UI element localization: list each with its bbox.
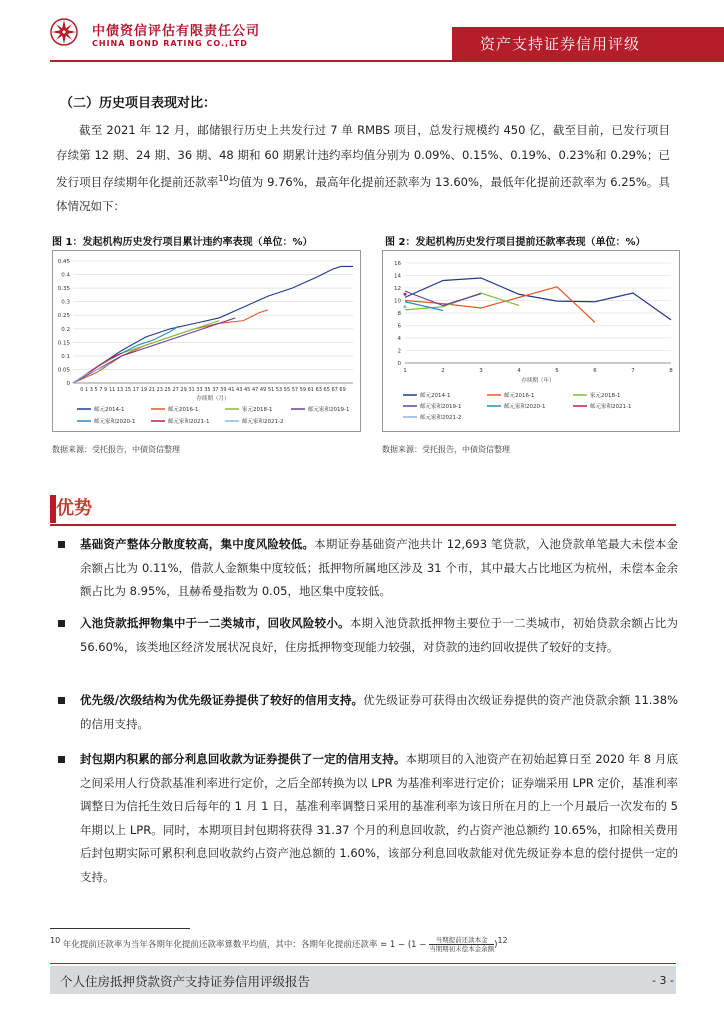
advantage-item — [80, 612, 678, 659]
y-tick-label: 0.3 — [61, 299, 70, 306]
series-line-4 — [73, 318, 235, 383]
y-tick-label: 0.45 — [57, 259, 70, 265]
legend-label: 邮元家和2021-1 — [590, 404, 632, 410]
brand-name-cn: 中债资信评估有限责任公司 — [92, 24, 261, 39]
x-tick-label: 5 — [555, 368, 559, 374]
footer-report-title: 个人住房抵押贷款资产支持证券信用评级报告 — [60, 974, 311, 989]
y-tick-label: 6 — [397, 323, 401, 330]
brand-name-en: CHINA BOND RATING CO.,LTD — [92, 39, 248, 48]
page-number: - 3 - — [652, 974, 674, 987]
footnote-text: 年化提前还款率为当年各期年化提前还款率算数平均值，其中：各期年化提前还款率 = 1 − (1 − — [62, 939, 430, 950]
bullet-icon — [58, 541, 65, 548]
advantage-item — [80, 689, 678, 736]
document-type-title: 资产支持证券信用评级 — [480, 35, 641, 53]
advantage-item — [80, 533, 678, 604]
x-tick-label: 6 — [593, 368, 597, 374]
y-tick-label: 2 — [397, 348, 401, 355]
legend-label: 家元2018-1 — [590, 393, 621, 399]
x-tick-label: 4 — [517, 368, 521, 374]
section-title: （二）历史项目表现对比： — [60, 96, 217, 111]
figure1-chart-frame — [52, 250, 361, 432]
footnote: 10 年化提前还款率为当年各期年化提前还款率算数平均值，其中：各期年化提前还款率 = 1 − (1 − 当期提前还款本金 当期期初未偿本金余额 )12 — [50, 935, 508, 953]
legend-label: 邮元家和2020-1 — [504, 404, 546, 410]
series-line-2 — [73, 310, 268, 383]
legend-label: 邮元2016-1 — [168, 407, 199, 413]
legend-label: 邮元家和2020-1 — [94, 419, 136, 425]
figure2-source: 数据来源：受托报告，中债资信整理 — [382, 445, 510, 454]
figure2-title: 图 2：发起机构历史发行项目提前还款率表现（单位：%） — [385, 237, 646, 248]
legend-label: 邮元2014-1 — [94, 407, 125, 413]
legend-label: 邮元家和2019-1 — [420, 404, 462, 410]
y-tick-label: 0.25 — [57, 313, 70, 320]
x-axis-label: 存续期（月） — [196, 396, 230, 402]
y-tick-label: 0 — [397, 361, 401, 367]
figure1-chart — [53, 251, 360, 431]
advantage-text: 优先级证券可获得由次级证券提供的资产池贷款余额 11.38%的信用支持。 — [80, 693, 678, 731]
section-paragraph — [56, 118, 670, 219]
paragraph-text-a: 截至 2021 年 12 月，邮储银行历史上共发行过 7 单 RMBS 项目，总发行规模约 450 亿，截至目前，已发行项目存续第 12 期、24 期、36 期、48 期和 60 期累计违约率均值分别为 0.09%、0.15%、0.19%、0.23%和 0.29%；已发行项目存续期年化提前还款率 — [56, 123, 670, 189]
y-tick-label: 0 — [66, 381, 70, 387]
legend-label: 邮元家和2019-1 — [308, 407, 350, 413]
figure1-source: 数据来源：受托报告，中债资信整理 — [52, 445, 180, 454]
advantages-divider — [50, 524, 676, 526]
y-tick-label: 14 — [394, 273, 401, 280]
x-tick-label: 7 — [631, 368, 635, 374]
x-tick-label: 8 — [669, 368, 673, 374]
advantage-heading: 入池贷款抵押物集中于一二类城市，回收风险较小。 — [80, 616, 350, 630]
bullet-icon — [58, 697, 65, 704]
x-tick-label: 3 — [479, 368, 483, 374]
footer-divider — [50, 963, 676, 964]
advantage-item — [80, 748, 678, 889]
x-tick-label: 1 — [403, 368, 407, 374]
footnote-fraction — [429, 936, 494, 953]
y-tick-label: 0.35 — [57, 286, 70, 293]
y-tick-label: 0.1 — [61, 353, 70, 360]
y-tick-label: 4 — [397, 336, 401, 342]
footnote-divider — [50, 928, 190, 929]
legend-label: 邮元2016-1 — [504, 393, 535, 399]
bullet-icon — [58, 620, 65, 627]
y-tick-label: 16 — [394, 261, 401, 267]
footnote-number: 10 — [50, 936, 61, 945]
legend-label: 邮元家和2021-2 — [420, 415, 462, 421]
advantages-title: 优势 — [56, 498, 92, 519]
y-tick-label: 0.2 — [61, 326, 70, 333]
advantage-heading: 基础资产整体分散度较高，集中度风险较低。 — [80, 537, 315, 551]
footnote-ref: 10 — [218, 174, 229, 183]
figure2-chart — [383, 251, 679, 431]
advantage-heading: 封包期内积累的部分利息回收款为证券提供了一定的信用支持。 — [80, 752, 406, 766]
paragraph-text-b: 均值为 9.76%，最高年化提前还款率为 13.60%，最低年化提前还款率为 6.25%。具体情况如下： — [56, 174, 670, 214]
figure2-chart-frame — [382, 250, 680, 432]
y-tick-label: 0.4 — [61, 272, 70, 279]
figure1-title: 图 1：发起机构历史发行项目累计违约率表现（单位：%） — [52, 237, 313, 248]
advantage-text: 本期项目的入池资产在初始起算日至 2020 年 8 月底之间采用人行贷款基准利率进行定价，之后全部转换为以 LPR 为基准利率进行定价；证券端采用 LPR 定价，基准利率调整日为信托生效日后每年的 1 月 1 日，基准利率调整日采用的基准利率为该日所在月的上一个月最后一次发布的 5 年期以上 LPR。同时，本期项目封包期将获得 31.37 个月的利息回收款，约占资产池总额约 10.65%，扣除相关费用后封包期实际可累积利息回收款约占资产池总额的 1.60%，该部分利息回收款能对优先级证券本息的偿付提供一定的支持。 — [80, 752, 679, 884]
x-tick-labels: 0 1 3 5 7 9 11 13 15 17 19 21 23 25 27 29 31 33 35 37 39 41 43 45 47 49 51 53 55 57 59 61 63 65 67 69 — [80, 387, 346, 393]
advantage-text: 本期入池贷款抵押物主要位于一二类城市，初始贷款余额占比为 56.60%，该类地区经济发展状况良好，住房抵押物变现能力较强，对贷款的违约回收提供了较好的支持。 — [80, 616, 679, 654]
footnote-exponent: 12 — [497, 936, 508, 945]
series-line-2 — [405, 287, 595, 323]
y-tick-label: 0.05 — [57, 367, 70, 374]
legend-label: 家元2018-1 — [242, 407, 273, 413]
legend-label: 邮元2014-1 — [420, 393, 451, 399]
bullet-icon — [58, 756, 65, 763]
series-point-6 — [404, 293, 407, 296]
legend-label: 邮元家和2021-1 — [168, 419, 210, 425]
advantage-heading: 优先级/次级结构为优先级证券提供了较好的信用支持。 — [80, 693, 364, 707]
fraction-denominator: 当期期初未偿本金余额 — [429, 944, 495, 953]
logo-icon — [50, 18, 78, 46]
legend-label: 邮元家和2021-2 — [242, 419, 284, 425]
series-point-7 — [404, 305, 407, 308]
y-tick-label: 10 — [394, 298, 401, 305]
x-axis-label: 存续期（年） — [521, 378, 555, 384]
series-line-1 — [405, 278, 671, 320]
y-tick-label: 8 — [397, 311, 401, 317]
y-tick-label: 0.15 — [57, 340, 70, 347]
page-header — [0, 0, 724, 62]
x-tick-label: 2 — [441, 368, 445, 374]
y-tick-label: 12 — [394, 286, 401, 292]
advantage-text: 本期证券基础资产池共计 12,693 笔贷款，入池贷款单笔最大未偿本金余额占比为 0.11%，借款人金额集中度较低；抵押物所属地区涉及 31 个市，其中最大占比地区为杭州，未偿本金余额占比为 8.95%，且赫希曼指数为 0.05，地区集中度较低。 — [80, 537, 679, 598]
header-divider — [50, 60, 724, 62]
fraction-numerator: 当期提前还款本金 — [429, 936, 494, 945]
